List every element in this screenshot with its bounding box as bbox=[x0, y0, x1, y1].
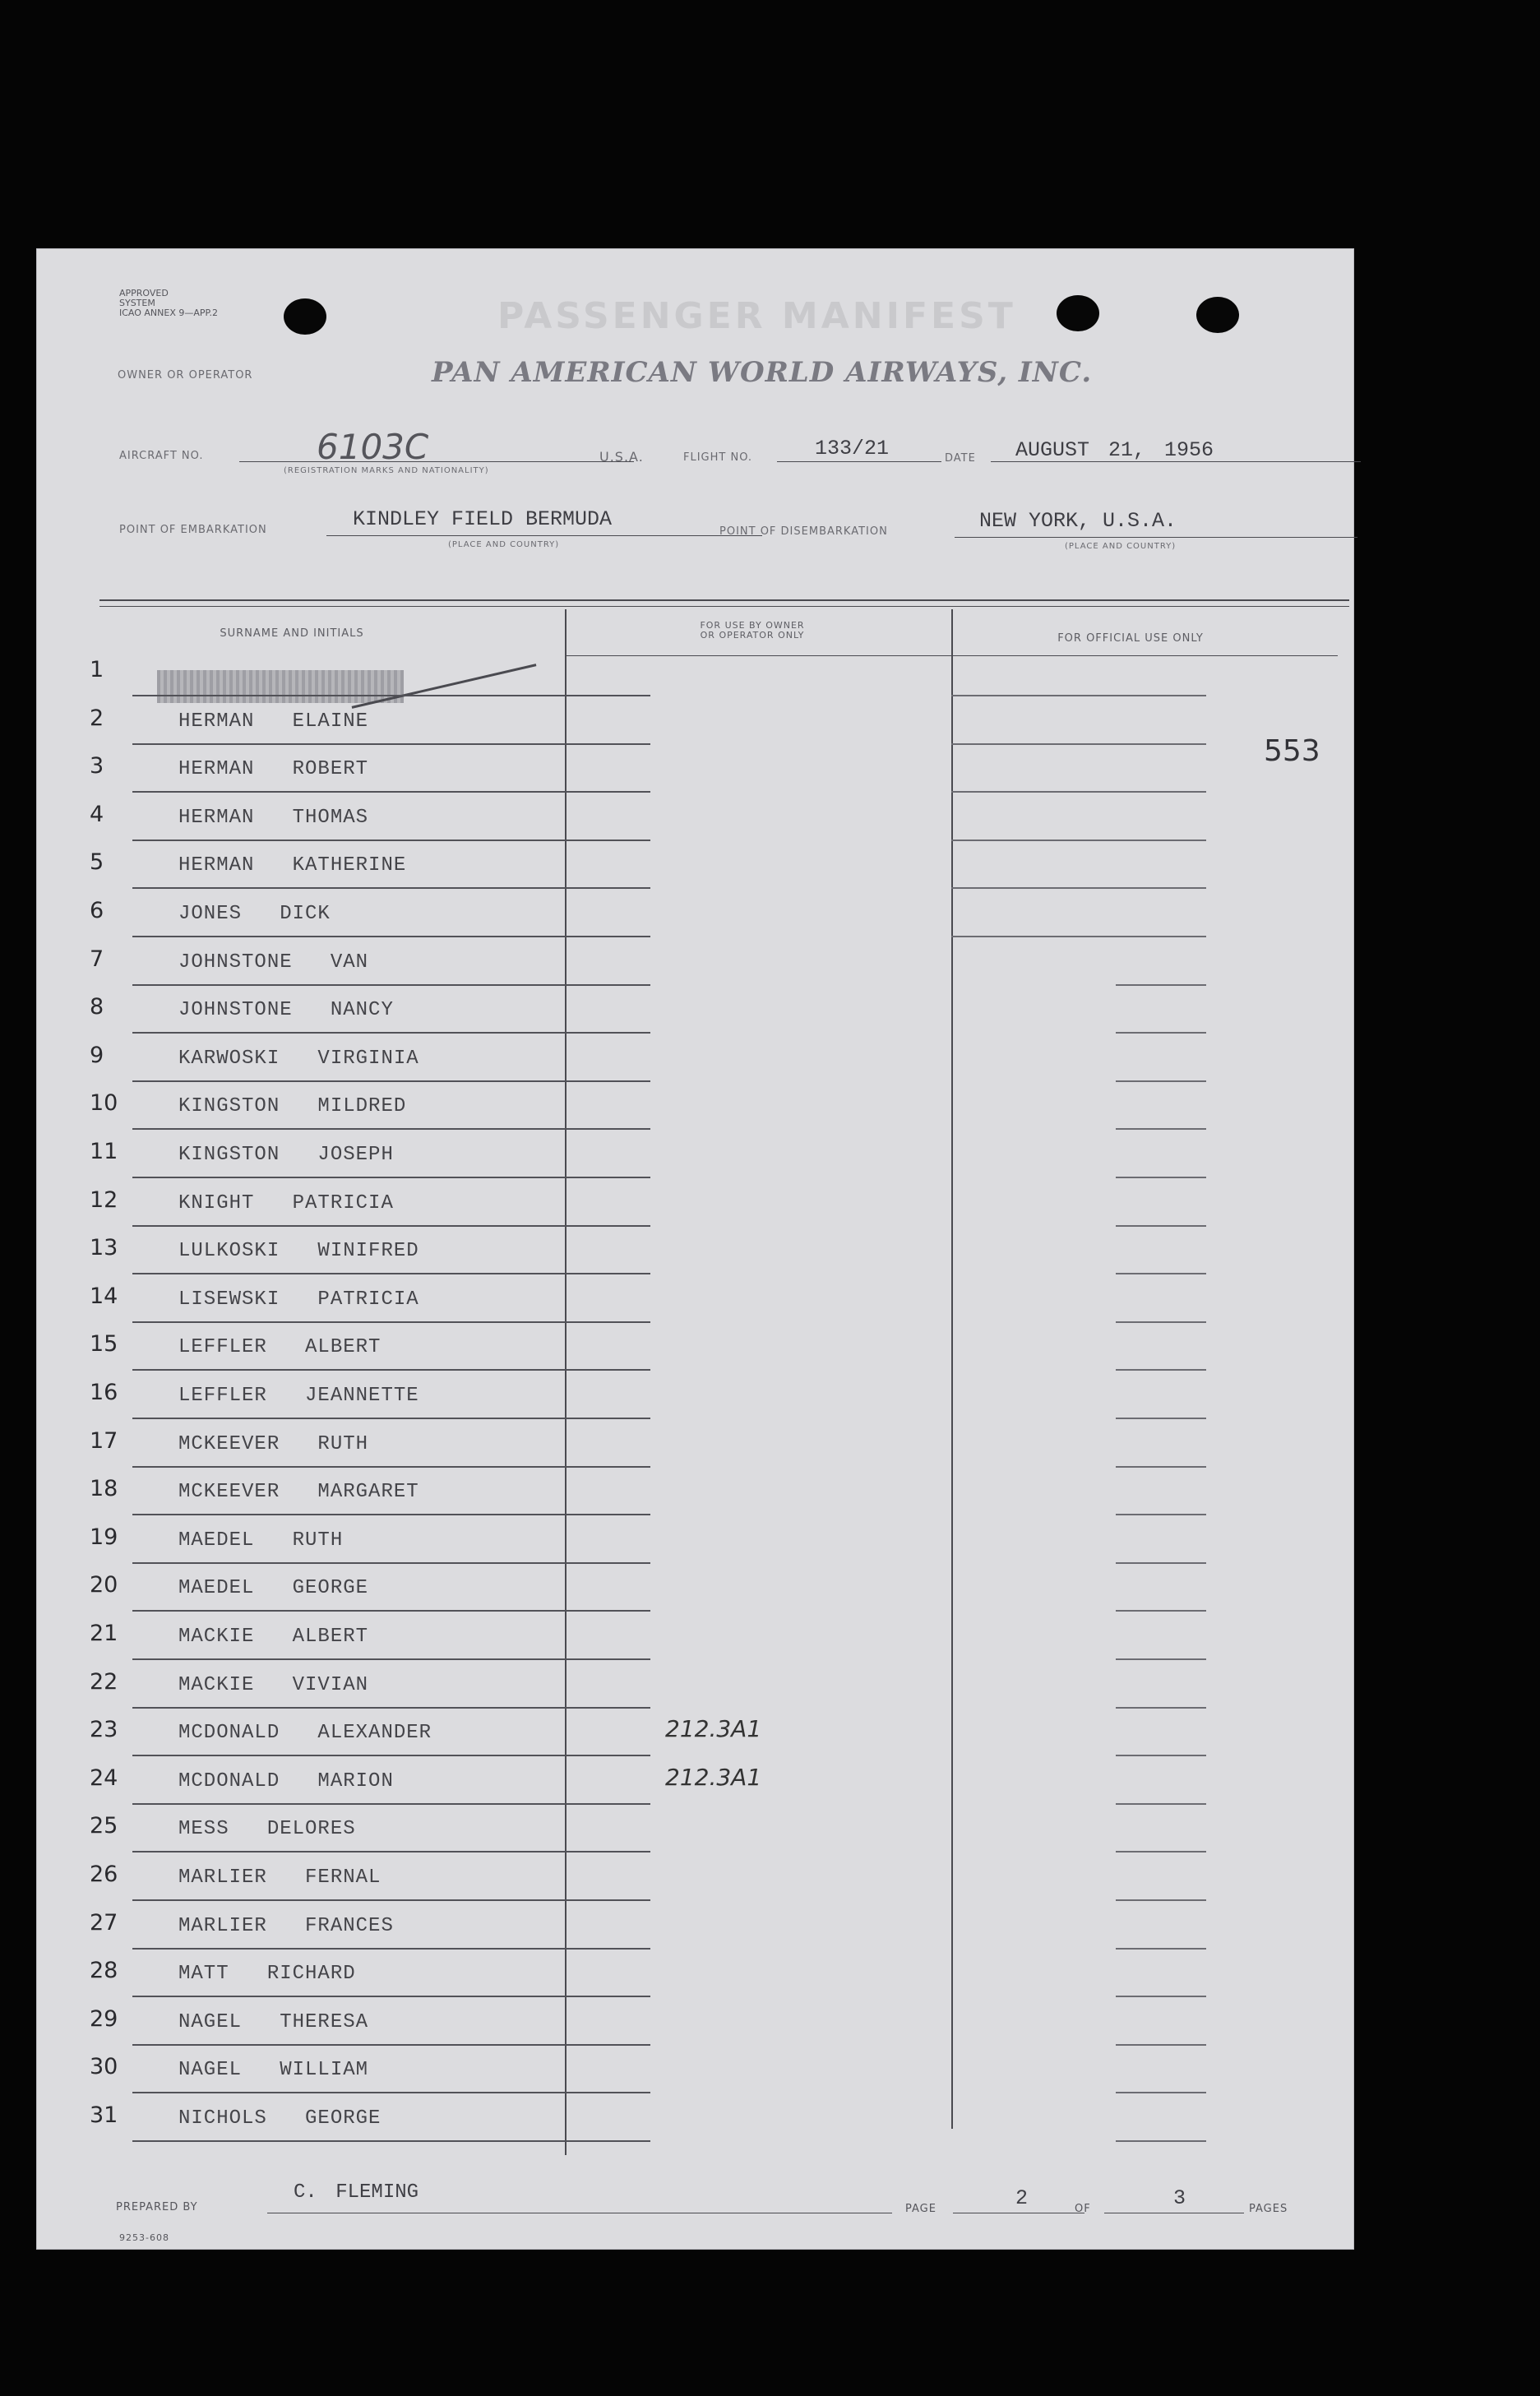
passenger-name: MAEDEL GEORGE bbox=[178, 1577, 369, 1600]
row-rule-official bbox=[1116, 1562, 1206, 1564]
form-title: PASSENGER MANIFEST bbox=[497, 295, 1016, 337]
table-row bbox=[90, 841, 715, 889]
row-number: 24 bbox=[90, 1765, 118, 1791]
row-rule-official bbox=[1116, 1948, 1206, 1950]
flight-number: 133/21 bbox=[815, 437, 890, 460]
page-value: 2 bbox=[1015, 2186, 1029, 2210]
table-row bbox=[90, 1420, 715, 1468]
table-row bbox=[90, 793, 715, 841]
table-row bbox=[90, 1179, 715, 1227]
passenger-name: MCKEEVER MARGARET bbox=[178, 1481, 419, 1504]
table-row bbox=[90, 1082, 715, 1130]
row-rule-official bbox=[1116, 1273, 1206, 1274]
row-rule-official bbox=[1116, 1466, 1206, 1468]
row-number: 2 bbox=[90, 705, 104, 731]
table-row bbox=[90, 890, 715, 937]
prepared-label: PREPARED BY bbox=[116, 2201, 198, 2213]
row-number: 10 bbox=[90, 1090, 118, 1117]
row-number: 30 bbox=[90, 2054, 118, 2080]
passenger-name: KINGSTON MILDRED bbox=[178, 1095, 407, 1118]
row-number: 16 bbox=[90, 1380, 118, 1405]
row-number: 13 bbox=[90, 1235, 118, 1261]
operator-note: 212.3A1 bbox=[665, 1763, 762, 1791]
passenger-name: JONES DICK bbox=[178, 903, 331, 925]
row-number: 15 bbox=[90, 1331, 118, 1358]
row-number: 27 bbox=[90, 1909, 118, 1936]
aircraft-label: AIRCRAFT NO. bbox=[119, 450, 204, 462]
flight-line bbox=[777, 461, 941, 462]
row-number: 23 bbox=[90, 1717, 118, 1743]
table-row bbox=[90, 1227, 715, 1274]
row-rule-official bbox=[1116, 1851, 1206, 1853]
of-label: OF bbox=[1075, 2203, 1091, 2215]
passenger-name: HERMAN THOMAS bbox=[178, 806, 369, 829]
embark-place: KINDLEY FIELD BERMUDA bbox=[353, 507, 613, 531]
row-number: 6 bbox=[90, 898, 104, 923]
table-row bbox=[90, 1564, 715, 1612]
flight-label: FLIGHT NO. bbox=[683, 451, 753, 464]
row-rule-official bbox=[1116, 1080, 1206, 1082]
disembark-place: NEW YORK, U.S.A. bbox=[979, 509, 1177, 533]
row-rule-official bbox=[1116, 984, 1206, 986]
disembark-sublabel: (PLACE AND COUNTRY) bbox=[1065, 542, 1177, 551]
table-top-rule-1 bbox=[99, 599, 1349, 601]
row-number: 1 bbox=[90, 657, 104, 682]
row-rule-official bbox=[951, 791, 1206, 793]
passenger-name: HERMAN ELAINE bbox=[178, 710, 369, 733]
passenger-name: MAEDEL RUTH bbox=[178, 1529, 344, 1552]
table-row bbox=[90, 2046, 715, 2093]
of-value: 3 bbox=[1173, 2186, 1186, 2210]
row-number: 28 bbox=[90, 1958, 118, 1984]
table-row bbox=[90, 1275, 715, 1323]
row-rule-official bbox=[1116, 2092, 1206, 2093]
manifest-page bbox=[36, 248, 1354, 2250]
passenger-name: MCDONALD ALEXANDER bbox=[178, 1722, 432, 1745]
row-rule-official bbox=[1116, 1707, 1206, 1709]
passenger-name: LEFFLER ALBERT bbox=[178, 1336, 382, 1359]
passenger-name: NICHOLS GEORGE bbox=[178, 2107, 382, 2130]
table-row bbox=[90, 1709, 762, 1756]
punch-hole-left bbox=[284, 298, 326, 335]
passenger-name: MESS DELORES bbox=[178, 1818, 356, 1841]
row-number: 21 bbox=[90, 1621, 118, 1646]
aircraft-sublabel: (REGISTRATION MARKS AND NATIONALITY) bbox=[284, 466, 489, 475]
row-rule-official bbox=[1116, 1321, 1206, 1323]
form-code: 9253-608 bbox=[119, 2232, 169, 2243]
row-rule-official bbox=[1116, 2044, 1206, 2046]
passenger-name: HERMAN KATHERINE bbox=[178, 854, 407, 877]
row-number: 11 bbox=[90, 1139, 118, 1164]
passenger-name: JOHNSTONE NANCY bbox=[178, 999, 394, 1022]
col-official-header: FOR OFFICIAL USE ONLY bbox=[1057, 632, 1204, 645]
row-rule-official bbox=[951, 887, 1206, 889]
col-divider-2 bbox=[951, 609, 953, 2129]
row-rule-official bbox=[1116, 1177, 1206, 1178]
table-row bbox=[90, 986, 715, 1034]
row-number: 7 bbox=[90, 946, 104, 972]
table-row bbox=[90, 1902, 715, 1950]
row-rule-official bbox=[1116, 1418, 1206, 1419]
col-owner-header: FOR USE BY OWNER OR OPERATOR ONLY bbox=[700, 620, 805, 641]
disembark-line bbox=[955, 537, 1357, 538]
row-rule bbox=[132, 2140, 650, 2142]
row-rule-official bbox=[1116, 2140, 1206, 2142]
row-rule-official bbox=[1116, 1032, 1206, 1034]
row-rule-official bbox=[1116, 1225, 1206, 1227]
row-number: 9 bbox=[90, 1042, 104, 1068]
row-rule-official bbox=[1116, 1996, 1206, 1997]
row-number: 8 bbox=[90, 994, 104, 1020]
passenger-name: HERMAN ROBERT bbox=[178, 758, 369, 781]
row-rule-official bbox=[951, 695, 1206, 696]
passenger-name: LISEWSKI PATRICIA bbox=[178, 1288, 419, 1311]
table-row bbox=[90, 1950, 715, 1997]
row-number: 12 bbox=[90, 1186, 118, 1213]
flight-date: AUGUST 21, 1956 bbox=[1015, 438, 1214, 462]
embark-sublabel: (PLACE AND COUNTRY) bbox=[448, 540, 560, 549]
table-row bbox=[90, 1323, 715, 1371]
passenger-name: KNIGHT PATRICIA bbox=[178, 1191, 394, 1214]
table-row bbox=[90, 1131, 715, 1178]
row-rule-official bbox=[1116, 1803, 1206, 1805]
table-row bbox=[90, 1757, 762, 1805]
table-row bbox=[90, 745, 715, 793]
row-number: 5 bbox=[90, 849, 104, 876]
passenger-name: NAGEL WILLIAM bbox=[178, 2059, 369, 2082]
passenger-name: KINGSTON JOSEPH bbox=[178, 1144, 394, 1166]
usa-label: U.S.A. bbox=[599, 449, 644, 465]
disembark-label: POINT OF DISEMBARKATION bbox=[719, 525, 888, 538]
row-number: 29 bbox=[90, 2005, 118, 2032]
table-row bbox=[90, 697, 715, 745]
row-rule-official bbox=[951, 840, 1206, 841]
table-row bbox=[90, 649, 715, 696]
row-number: 3 bbox=[90, 753, 104, 779]
punch-hole-right-1 bbox=[1057, 295, 1099, 331]
table-row bbox=[90, 1612, 715, 1660]
prepared-by: C. FLEMING bbox=[294, 2181, 419, 2204]
embark-line bbox=[326, 535, 762, 536]
row-number: 17 bbox=[90, 1427, 118, 1454]
row-rule-official bbox=[1116, 1514, 1206, 1515]
table-row bbox=[90, 1853, 715, 1901]
operator-note: 212.3A1 bbox=[665, 1715, 762, 1743]
operator-name: PAN AMERICAN WORLD AIRWAYS, INC. bbox=[432, 356, 1093, 389]
passenger-name: JOHNSTONE VAN bbox=[178, 951, 369, 974]
passenger-name: MARLIER FRANCES bbox=[178, 1914, 394, 1937]
passenger-name: LEFFLER JEANNETTE bbox=[178, 1385, 419, 1407]
table-row bbox=[90, 2094, 715, 2142]
date-label: DATE bbox=[945, 452, 976, 465]
table-row bbox=[90, 1468, 715, 1515]
row-number: 31 bbox=[90, 2102, 118, 2128]
row-rule-official bbox=[1116, 1369, 1206, 1371]
owner-label: OWNER OR OPERATOR bbox=[118, 369, 253, 382]
row-number: 18 bbox=[90, 1476, 118, 1502]
passenger-name: KARWOSKI VIRGINIA bbox=[178, 1047, 419, 1070]
aircraft-line bbox=[239, 461, 634, 462]
passenger-name: MCDONALD MARION bbox=[178, 1769, 394, 1792]
page-label: PAGE bbox=[905, 2203, 936, 2215]
table-row bbox=[90, 1661, 715, 1709]
passenger-name: LULKOSKI WINIFRED bbox=[178, 1240, 419, 1263]
passenger-name: MARLIER FERNAL bbox=[178, 1866, 382, 1889]
row-rule-official bbox=[1116, 1658, 1206, 1660]
table-row bbox=[90, 1371, 715, 1419]
passenger-name: MACKIE VIVIAN bbox=[178, 1673, 369, 1696]
table-row bbox=[90, 1034, 715, 1082]
row-rule-official bbox=[1116, 1610, 1206, 1612]
table-row bbox=[90, 938, 715, 986]
row-rule-official bbox=[1116, 1899, 1206, 1901]
row-number: 26 bbox=[90, 1862, 118, 1887]
margin-number: 553 bbox=[1264, 734, 1320, 768]
row-rule-official bbox=[1116, 1128, 1206, 1130]
approval-stamp: APPROVED SYSTEM ICAO ANNEX 9—APP.2 bbox=[119, 288, 218, 318]
table-row bbox=[90, 1805, 715, 1853]
pages-label: PAGES bbox=[1249, 2203, 1288, 2215]
embark-label: POINT OF EMBARKATION bbox=[119, 524, 267, 536]
table-row bbox=[90, 1998, 715, 2046]
row-rule-official bbox=[951, 743, 1206, 745]
passenger-name: MCKEEVER RUTH bbox=[178, 1432, 369, 1455]
row-number: 19 bbox=[90, 1524, 118, 1550]
row-rule-official bbox=[951, 936, 1206, 937]
table-top-rule-2 bbox=[99, 606, 1349, 607]
row-number: 22 bbox=[90, 1668, 118, 1695]
table-row bbox=[90, 1516, 715, 1564]
passenger-name: MATT RICHARD bbox=[178, 1963, 356, 1986]
col-surname-header: SURNAME AND INITIALS bbox=[220, 627, 364, 640]
row-number: 25 bbox=[90, 1813, 118, 1839]
passenger-name: NAGEL THERESA bbox=[178, 2010, 369, 2033]
row-number: 14 bbox=[90, 1283, 118, 1309]
row-number: 20 bbox=[90, 1572, 118, 1598]
aircraft-number: 6103C bbox=[317, 427, 429, 467]
row-number: 4 bbox=[90, 801, 104, 827]
row-rule-official bbox=[1116, 1755, 1206, 1756]
punch-hole-right-2 bbox=[1196, 297, 1239, 333]
passenger-name: MACKIE ALBERT bbox=[178, 1626, 369, 1648]
